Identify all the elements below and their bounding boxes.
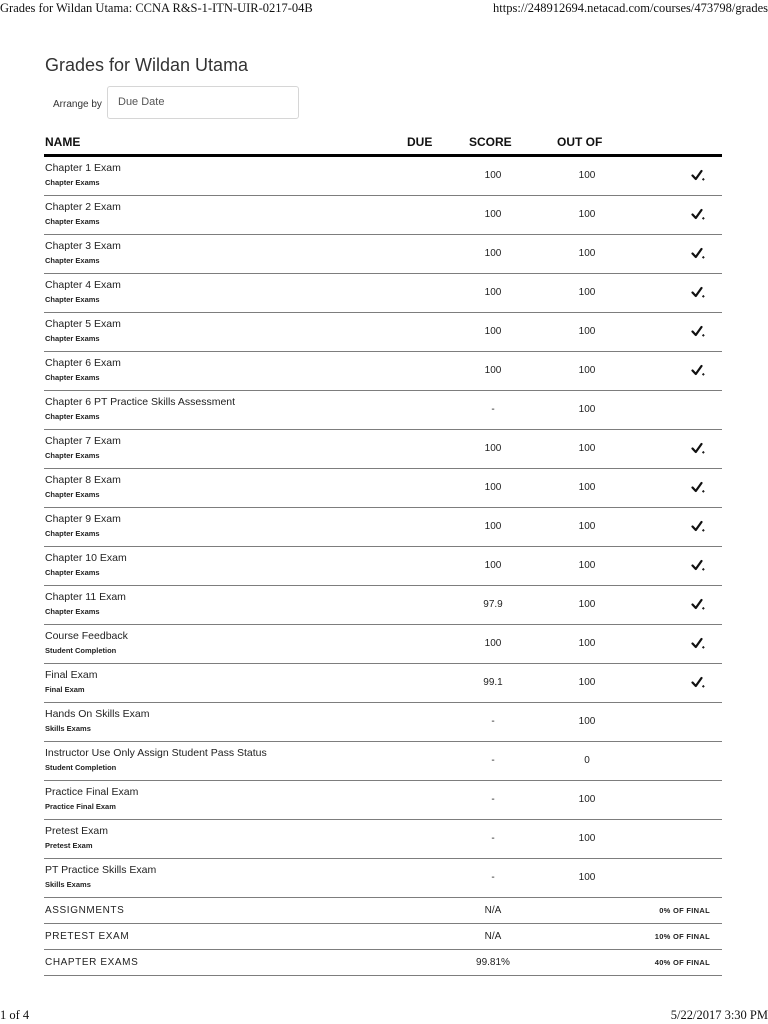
assignment-group-label: Skills Exams [45,724,91,733]
assignment-name-link[interactable]: Chapter 11 Exam [45,591,126,603]
print-page-url: https://248912694.netacad.com/courses/473798/grades [493,1,768,15]
score-value: - [491,872,495,883]
assignment-name-link[interactable]: Practice Final Exam [45,786,139,798]
assignment-name-link[interactable]: Instructor Use Only Assign Student Pass Status [45,747,267,759]
arrange-by-label: Arrange by [53,99,102,110]
score-value: - [491,755,495,766]
score-value: 100 [484,482,502,493]
grade-row [44,391,722,430]
print-page-title: Grades for Wildan Utama: CCNA R&S-1-ITN-UIR-0217-04B [0,1,313,15]
grade-row [44,352,722,391]
grade-row [44,781,722,820]
checkmark-icon [691,520,705,533]
assignment-name-link[interactable]: Chapter 6 Exam [45,357,121,369]
grade-row [44,235,722,274]
grade-row [44,430,722,469]
checkmark-icon [691,208,705,221]
score-value: - [491,716,495,727]
out-of-value: 100 [578,638,596,649]
assignment-group-label: Student Completion [45,763,117,772]
assignment-group-label: Chapter Exams [45,451,100,460]
group-total-value: 99.81% [476,957,510,968]
due-column-header: DUE [407,135,433,149]
out-of-value: 100 [578,716,596,727]
score-value: 100 [484,638,502,649]
grade-row [44,508,722,547]
score-value: 100 [484,365,502,376]
assignment-name-link[interactable]: Pretest Exam [45,825,109,837]
score-value: 100 [484,326,502,337]
assignment-name-link[interactable]: Chapter 2 Exam [45,201,121,213]
checkmark-icon [691,364,705,377]
score-value: 100 [484,560,502,571]
out-of-value: 100 [578,209,596,220]
score-value: 100 [484,209,502,220]
assignment-group-label: Chapter Exams [45,178,100,187]
out-of-value: 100 [578,326,596,337]
out-of-column-header: OUT OF [557,135,603,149]
group-total-row [44,950,722,976]
out-of-value: 100 [578,521,596,532]
checkmark-icon [691,442,705,455]
out-of-value: 100 [578,872,596,883]
out-of-value: 0 [584,755,590,766]
group-total-label: PRETEST EXAM [45,931,130,942]
out-of-value: 100 [578,599,596,610]
table-header-row [44,131,722,157]
assignment-group-label: Practice Final Exam [45,802,116,811]
assignment-name-link[interactable]: Chapter 9 Exam [45,513,121,525]
out-of-value: 100 [578,677,596,688]
score-value: 99.1 [483,677,503,688]
out-of-value: 100 [578,365,596,376]
group-weight-label: 0% OF FINAL [659,906,710,915]
arrange-by-selected-value: Due Date [118,96,165,108]
score-value: 100 [484,170,502,181]
out-of-value: 100 [578,794,596,805]
score-value: 97.9 [483,599,503,610]
checkmark-icon [691,286,705,299]
assignment-name-link[interactable]: Hands On Skills Exam [45,708,150,720]
score-value: - [491,404,495,415]
assignment-name-link[interactable]: Chapter 8 Exam [45,474,121,486]
checkmark-icon [691,637,705,650]
assignment-name-link[interactable]: PT Practice Skills Exam [45,864,157,876]
assignment-name-link[interactable]: Course Feedback [45,630,128,642]
grade-row [44,313,722,352]
score-column-header: SCORE [469,135,512,149]
group-weight-label: 10% OF FINAL [654,932,710,941]
grade-row [44,157,722,196]
checkmark-icon [691,598,705,611]
score-value: 100 [484,248,502,259]
assignment-name-link[interactable]: Chapter 4 Exam [45,279,121,291]
checkmark-icon [691,481,705,494]
out-of-value: 100 [578,560,596,571]
group-weight-label: 40% OF FINAL [654,958,710,967]
name-column-header: NAME [45,135,81,149]
group-totals [44,898,722,976]
checkmark-icon [691,247,705,260]
group-total-value: N/A [484,931,502,942]
grade-row [44,274,722,313]
assignment-name-link[interactable]: Chapter 10 Exam [45,552,127,564]
assignment-name-link[interactable]: Chapter 6 PT Practice Skills Assessment [45,396,236,408]
group-total-label: CHAPTER EXAMS [45,957,139,968]
out-of-value: 100 [578,443,596,454]
assignment-group-label: Chapter Exams [45,373,100,382]
grade-row [44,664,722,703]
grade-row [44,196,722,235]
grade-row [44,586,722,625]
assignment-name-link[interactable]: Chapter 3 Exam [45,240,121,252]
group-total-row [44,924,722,950]
grade-row [44,625,722,664]
out-of-value: 100 [578,170,596,181]
out-of-value: 100 [578,482,596,493]
score-value: 100 [484,521,502,532]
assignment-group-label: Chapter Exams [45,256,100,265]
group-total-value: N/A [484,905,502,916]
score-value: 100 [484,287,502,298]
assignment-group-label: Pretest Exam [45,841,93,850]
score-value: 100 [484,443,502,454]
grade-row [44,547,722,586]
assignment-group-label: Chapter Exams [45,490,100,499]
assignment-group-label: Chapter Exams [45,607,100,616]
assignment-group-label: Chapter Exams [45,529,100,538]
assignment-name-link[interactable]: Final Exam [45,669,98,681]
assignment-group-label: Skills Exams [45,880,91,889]
assignment-name-link[interactable]: Chapter 7 Exam [45,435,121,447]
assignment-group-label: Chapter Exams [45,217,100,226]
grade-rows [44,157,722,898]
score-value: - [491,833,495,844]
checkmark-icon [691,676,705,689]
print-timestamp: 5/22/2017 3:30 PM [670,1008,768,1022]
assignment-name-link[interactable]: Chapter 1 Exam [45,162,121,174]
grades-table [44,131,722,976]
checkmark-icon [691,559,705,572]
assignment-group-label: Chapter Exams [45,334,100,343]
assignment-group-label: Chapter Exams [45,295,100,304]
grade-row [44,469,722,508]
checkmark-icon [691,169,705,182]
assignment-name-link[interactable]: Chapter 5 Exam [45,318,121,330]
score-value: - [491,794,495,805]
assignment-group-label: Final Exam [45,685,85,694]
page-title: Grades for Wildan Utama [45,55,249,75]
out-of-value: 100 [578,287,596,298]
grade-row [44,742,722,781]
arrange-by-select[interactable] [107,86,299,119]
grade-row [44,859,722,898]
grade-row [44,820,722,859]
out-of-value: 100 [578,833,596,844]
grade-row [44,703,722,742]
assignment-group-label: Student Completion [45,646,117,655]
checkmark-icon [691,325,705,338]
print-page-number: 1 of 4 [0,1008,30,1022]
out-of-value: 100 [578,404,596,415]
assignment-group-label: Chapter Exams [45,568,100,577]
group-total-label: ASSIGNMENTS [45,905,125,916]
group-total-row [44,898,722,924]
assignment-group-label: Chapter Exams [45,412,100,421]
out-of-value: 100 [578,248,596,259]
